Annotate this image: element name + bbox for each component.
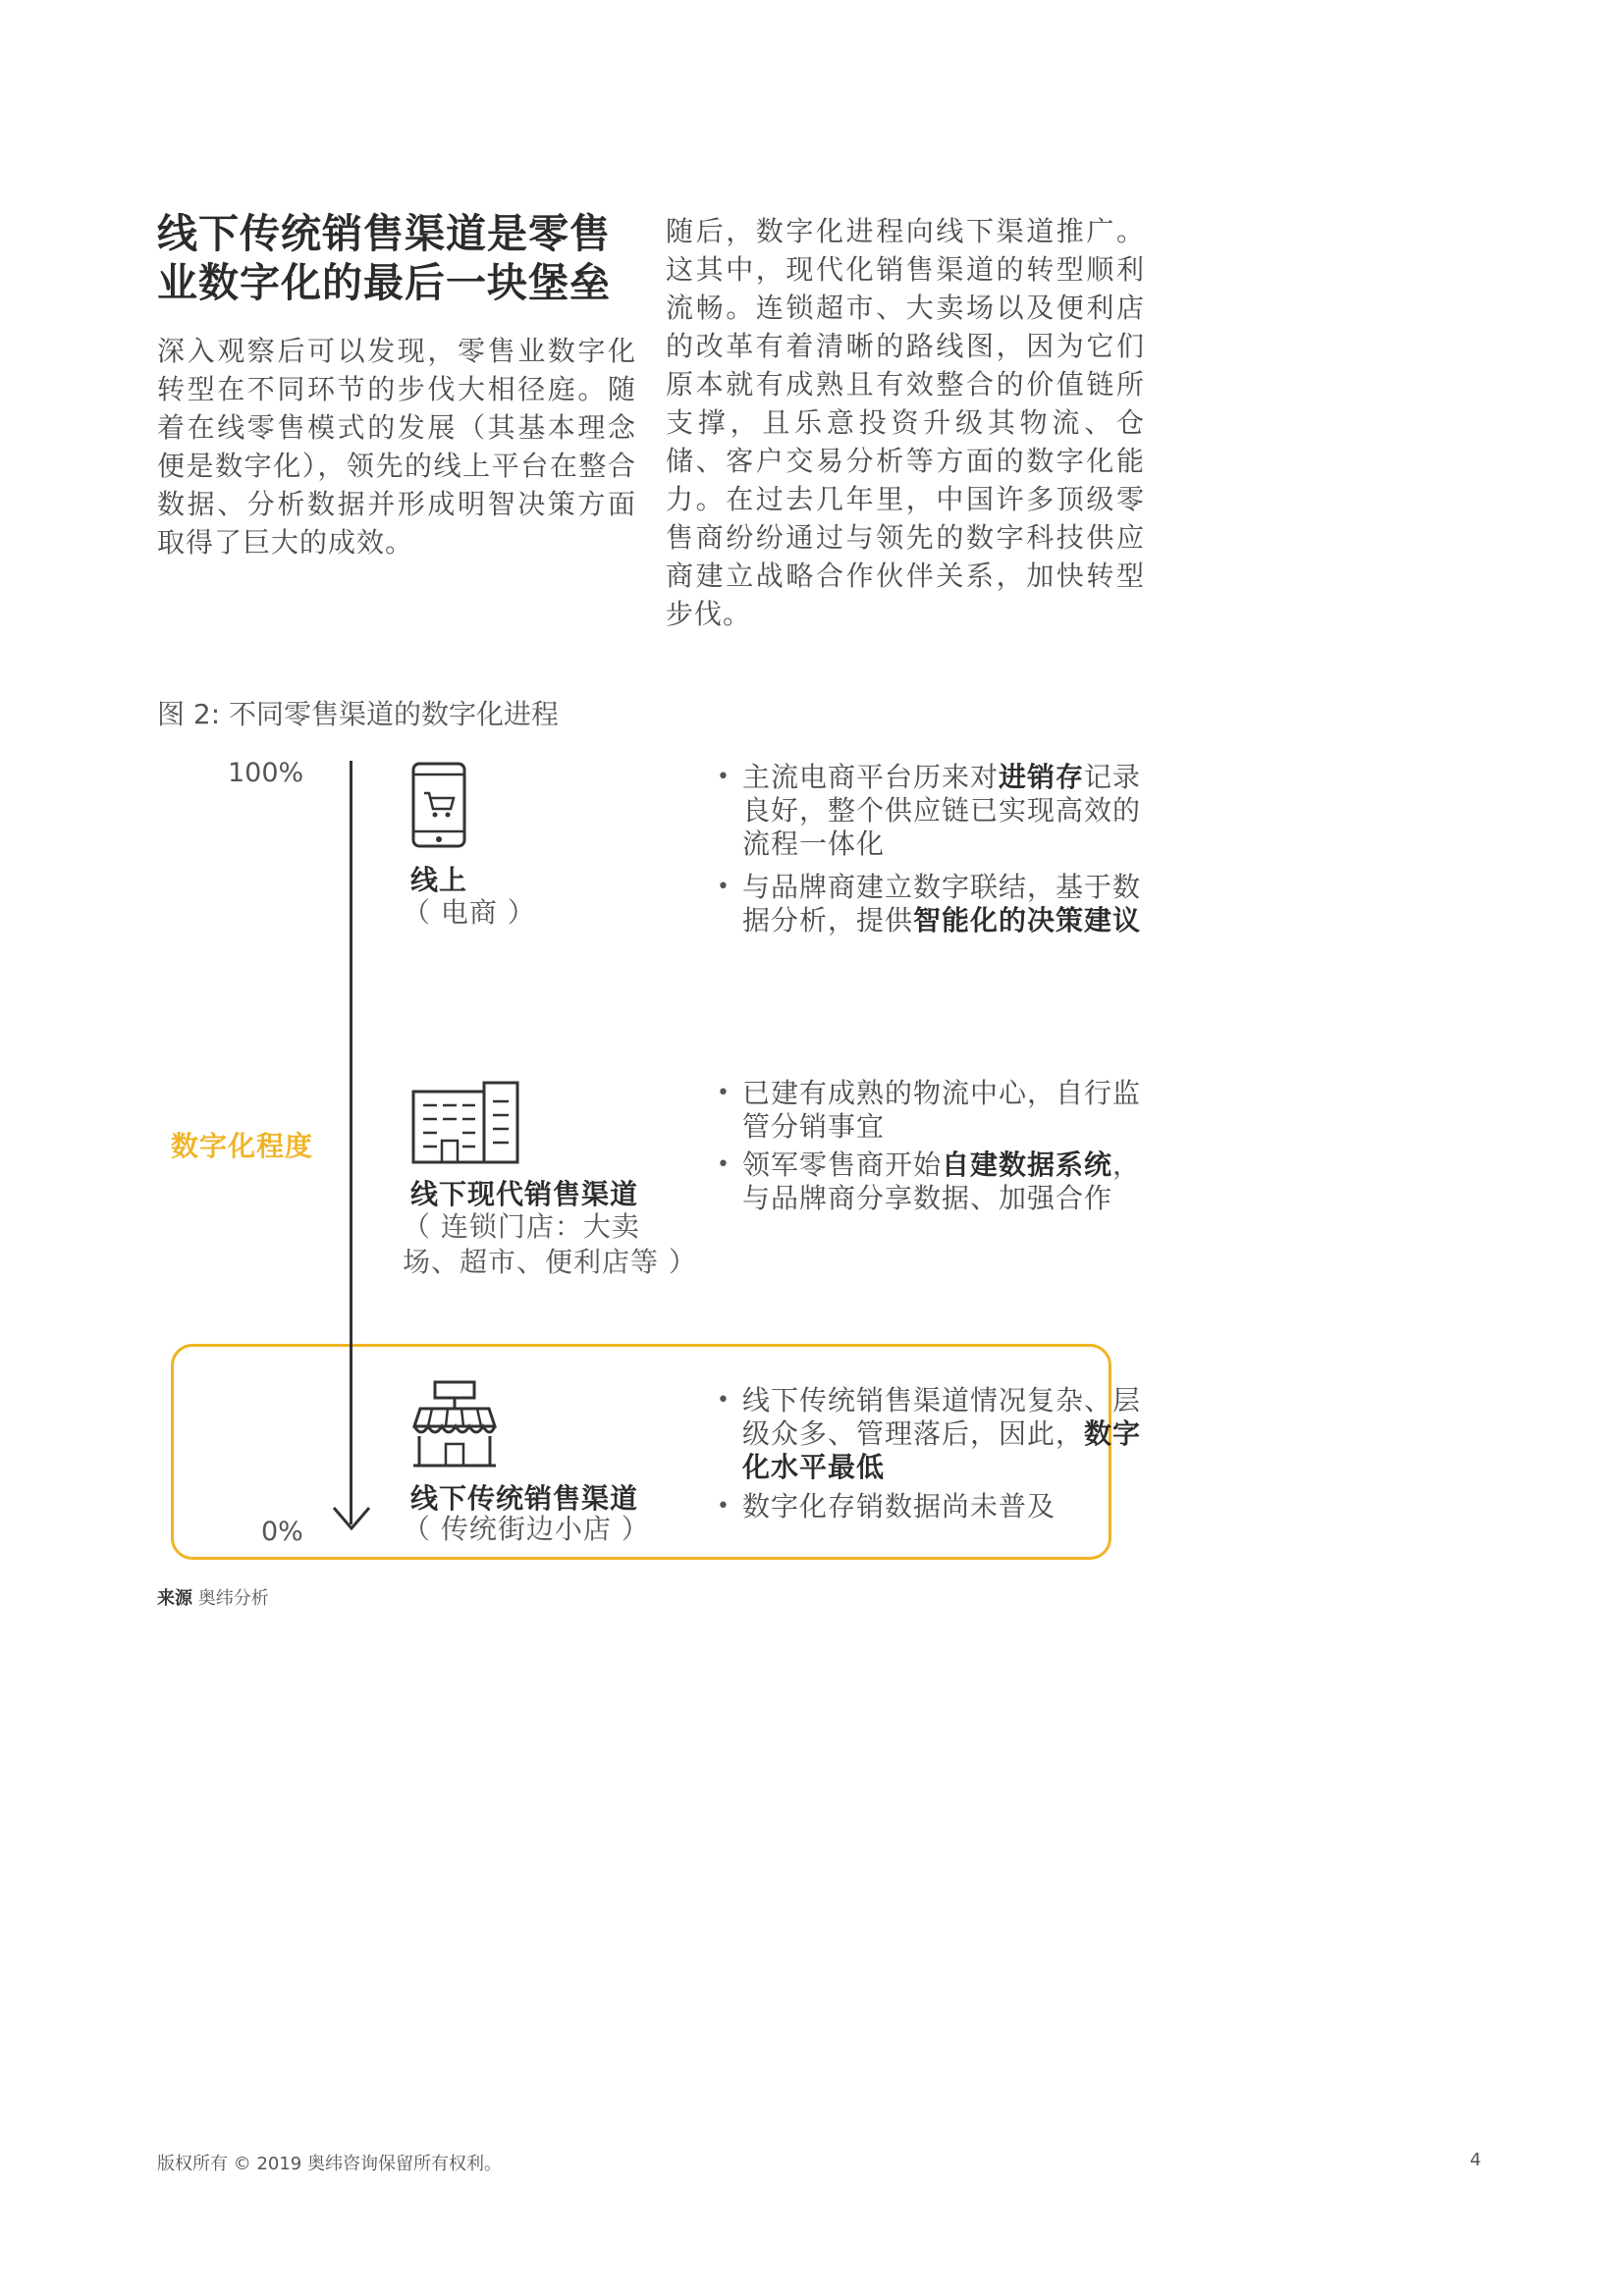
channel-traditional-bullet-1: • 线下传统销售渠道情况复杂、层级众多、管理落后，因此，数字化水平最低 <box>717 1384 1155 1484</box>
channel-traditional-bullet-2: • 数字化存销数据尚未普及 <box>717 1490 1155 1523</box>
page-number: 4 <box>1470 2150 1482 2170</box>
source-label: 来源 <box>157 1588 192 1609</box>
figure-source <box>157 1584 269 1610</box>
channel-modern-bullet-1: • 已建有成熟的物流中心，自行监管分销事宜 <box>717 1077 1155 1144</box>
office-building-icon <box>410 1080 522 1164</box>
smartphone-cart-icon <box>410 761 467 849</box>
heading-line-1: 线下传统销售渠道是零售 <box>157 210 611 257</box>
heading-line-2: 业数字化的最后一块堡垒 <box>157 259 611 306</box>
channel-online-bullet-2: • 与品牌商建立数字联结，基于数据分析，提供智能化的决策建议 <box>717 871 1155 937</box>
channel-online-subtitle: （ 电商 ） <box>403 896 536 929</box>
axis-arrow-icon <box>331 1504 372 1533</box>
channel-modern-subtitle: （ 连锁门店：大卖场、超市、便利店等 ） <box>403 1210 697 1278</box>
axis-line <box>350 761 352 1524</box>
channel-online-title: 线上 <box>410 864 468 896</box>
channel-modern-bullet-2: • 领军零售商开始自建数据系统，与品牌商分享数据、加强合作 <box>717 1148 1155 1215</box>
section-heading <box>157 209 638 307</box>
footer-copyright: 版权所有 © 2019 奥纬咨询保留所有权利。 <box>157 2154 502 2174</box>
left-paragraph: 深入观察后可以发现，零售业数字化转型在不同环节的步伐大相径庭。随着在线零售模式的发展（其基本理念便是数字化），领先的线上平台在整合数据、分析数据并形成明智决策方面取得了巨大的成效。 <box>157 335 636 559</box>
source-text: 奥纬分析 <box>197 1588 269 1609</box>
axis-bottom-label: 0% <box>261 1517 303 1547</box>
channel-traditional-subtitle: （ 传统街边小店 ） <box>403 1513 650 1545</box>
right-paragraph: 随后，数字化进程向线下渠道推广。这其中，现代化销售渠道的转型顺利流畅。连锁超市、大卖场以及便利店的改革有着清晰的路线图，因为它们原本就有成熟且有效整合的价值链所支撑，且乐意投资升级其物流、仓储、客户交易分析等方面的数字化能力。在过去几年里，中国许多顶级零售商纷纷通过与领先的数字科技供应商建立战略合作伙伴关系，加快转型步伐。 <box>666 215 1145 630</box>
axis-top-label: 100% <box>228 758 304 788</box>
channel-modern-title: 线下现代销售渠道 <box>410 1178 639 1210</box>
figure-title: 图 2: 不同零售渠道的数字化进程 <box>157 698 560 730</box>
channel-traditional-title: 线下传统销售渠道 <box>410 1482 639 1515</box>
small-storefront-icon <box>410 1379 499 1469</box>
channel-online-bullet-1: • 主流电商平台历来对进销存记录良好，整个供应链已实现高效的流程一体化 <box>717 761 1155 861</box>
axis-label-digitization: 数字化程度 <box>171 1130 314 1162</box>
